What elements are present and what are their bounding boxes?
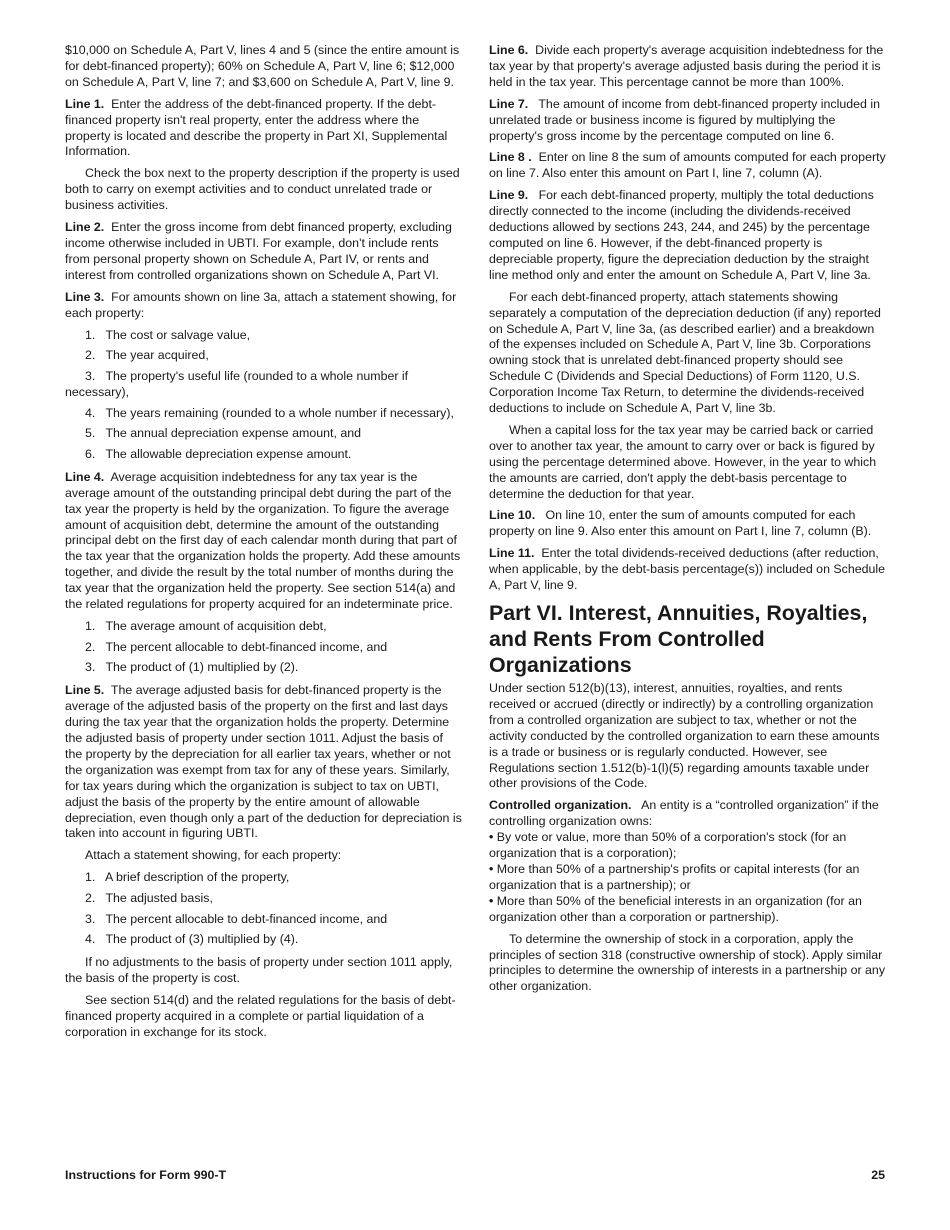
line10-label: Line 10. [489, 508, 536, 523]
list-item: 2. The year acquired, [85, 348, 209, 363]
line4-list [65, 619, 463, 676]
list-item: 3. The percent allocable to debt-financed income, and [85, 911, 388, 926]
line4-label: Line 4. [65, 469, 105, 484]
line9-paragraph [489, 188, 887, 283]
line7-paragraph [489, 97, 887, 145]
line9-para2: For each debt-financed property, attach statements showing separately a computation of the depreciation deduction (if any) reported on Schedule A, Part V, line 3a, (as described earlier) and a breakdown of the expenses included on Schedule A, Part V, line 3b. Corporations owning stock that is unrelated debt-financed property should see Schedule C (Dividends and Special Deductions) of Form 1120, U.S. Corporation Income Tax Return, to determine the dividends-received deductions to include on Schedule A, Part V, line 3b. [489, 289, 881, 416]
controlled-org-text: An entity is a “controlled organization” if the controlling organization owns: [489, 798, 879, 829]
line2-text: Enter the gross income from debt financed property, excluding income otherwise included in UBTI. For example, don't include rents from personal property shown on Schedule A, Part IV, or rents and interest from controlled organizations shown on Schedule A, Part VI. [65, 220, 452, 282]
list-item: 2. The adjusted basis, [85, 890, 213, 905]
line10-paragraph [489, 508, 887, 540]
list-item: 1. The average amount of acquisition debt, [85, 618, 327, 633]
line6-text: Divide each property's average acquisition indebtedness for the tax year by that property's average adjusted basis during the period it is held in the tax year. This percentage cannot be more than 100%. [489, 43, 884, 89]
line3-list [65, 328, 463, 463]
list-item: • More than 50% of the beneficial interests in an organization (for an organization other than a corporation or partnership). [489, 893, 862, 924]
left-column [65, 43, 463, 1047]
line5-list [65, 870, 463, 948]
line5-label: Line 5. [65, 683, 105, 698]
line11-label: Line 11. [489, 546, 535, 561]
line4-paragraph [65, 470, 463, 613]
intro-paragraph: $10,000 on Schedule A, Part V, lines 4 and 5 (since the entire amount is for debt-financed property); 60% on Schedule A, Part V, line 6; $12,000 on Schedule A, Part V, line 7; and $3,600 on Schedule A, Part V, line 9. [65, 43, 460, 89]
controlled-org-label: Controlled organization. [489, 798, 632, 813]
bullet-icon: • [489, 893, 494, 908]
controlled-org-paragraph [489, 798, 887, 830]
list-item: • By vote or value, more than 50% of a corporation's stock (for an organization that is a corporation); [489, 830, 847, 861]
list-item: 3. The property's useful life (rounded to a whole number if necessary), [65, 368, 409, 399]
line7-label: Line 7. [489, 96, 529, 111]
bullet-icon: • [489, 861, 494, 876]
part6-closing: To determine the ownership of stock in a corporation, apply the principles of section 318 (constructive ownership of stock). Apply similar principles to determine the ownership of interests in a partnership or any other organization. [489, 931, 886, 994]
line6-label: Line 6. [489, 43, 529, 57]
line5-para3: If no adjustments to the basis of property under section 1011 apply, the basis of the property is cost. [65, 955, 453, 986]
line11-text: Enter the total dividends-received deductions (after reduction, when applicable, by the debt-basis percentage(s)) included on Schedule A, Part V, line 9. [489, 546, 886, 593]
line5-paragraph [65, 683, 463, 842]
line3-paragraph [65, 290, 463, 322]
list-item: 3. The product of (1) multiplied by (2). [85, 660, 299, 675]
line8-text: Enter on line 8 the sum of amounts computed for each property on line 7. Also enter this amount on Part I, line 7, column (A). [489, 150, 886, 181]
line3-label: Line 3. [65, 289, 105, 304]
right-column [489, 43, 887, 1001]
line9-para3: When a capital loss for the tax year may be carried back or carried over to another tax year, the amount to carry over or back is figured by using the percentage determined above. However, in the year to which the amounts are carried, don't apply the debt-basis percentage to determine the deduction for that year. [489, 422, 877, 501]
line3-text: For amounts shown on line 3a, attach a statement showing, for each property: [65, 289, 457, 320]
list-item: 4. The years remaining (rounded to a whole number if necessary), [85, 405, 454, 420]
bullet-icon: • [489, 830, 494, 845]
list-item: 1. A brief description of the property, [85, 870, 290, 885]
line1-label: Line 1. [65, 96, 105, 111]
list-item: • More than 50% of a partnership's profits or capital interests (for an organization that is a partnership); or [489, 861, 860, 892]
part6-heading: Part VI. Interest, Annuities, Royalties, and Rents From Controlled Organizations [489, 601, 868, 677]
line11-paragraph [489, 546, 887, 594]
part6-intro: Under section 512(b)(13), interest, annuities, royalties, and rents received or accrued (directly or indirectly) by a controlling organization from a controlled organization are subject to tax, whether or not the activity conducted by the controlled organization to earn these amounts is a trade or business or is regularly conducted. However, see Regulations section 1.512(b)-1(l)(5) regarding amounts taxable under other provisions of the Code. [489, 681, 880, 791]
line1-text: Enter the address of the debt-financed property. If the debt-financed property isn't real property, enter the address where the property is located and describe the property in Part XI, Supplemental Information. [65, 96, 448, 159]
line10-text: On line 10, enter the sum of amounts computed for each property on line 9. Also enter this amount on Part I, line 7, column (B). [489, 508, 872, 539]
line1-paragraph [65, 97, 463, 161]
line2-label: Line 2. [65, 220, 105, 235]
line4-text: Average acquisition indebtedness for any tax year is the average amount of the outstanding principal debt during the part of the tax year the property is held by the organization. To figure the average amount of acquisition debt, determine the amount of the outstanding principal debt on the first day of each calendar month during that part of the tax year that the organization holds the property. Add these amounts together, and divide the result by the total number of months during the tax year that the organization held the property. See section 514(a) and the related regulations for property acquired for an indeterminate price. [65, 469, 461, 612]
line6-paragraph [489, 43, 887, 91]
list-item: 2. The percent allocable to debt-financed income, and [85, 639, 388, 654]
list-item: 1. The cost or salvage value, [85, 327, 251, 342]
line5-para2: Attach a statement showing, for each property: [85, 848, 342, 863]
line5-text: The average adjusted basis for debt-financed property is the average of the adjusted basis of the property on the first and last days during the tax year that the organization holds the property. Determine the adjusted basis of property under section 1011. Adjust the basis of the property by the depreciation for all earlier tax years, whether or not the organization was exempt from tax for any of these years. Similarly, for tax years during which the organization is subject to tax on UBTI, adjust the basis of the property by the entire amount of allowable depreciation, even though only a part of the deduction for depreciation is taken into account in figuring UBTI. [65, 683, 462, 841]
list-item: 5. The annual depreciation expense amount, and [85, 426, 362, 441]
line8-paragraph [489, 150, 887, 182]
list-item: 4. The product of (3) multiplied by (4). [85, 932, 299, 947]
line9-text: For each debt-financed property, multiply the total deductions directly connected to the income (including the dividends-received deductions allowed by sections 243, 244, and 245) by the percentage computed on line 6. However, if the debt-financed property is depreciable property, figure the depreciation deduction by the straight line method only and enter the amount on Schedule A, Part V, line 3a. [489, 188, 874, 282]
line8-label: Line 8 . [489, 150, 532, 165]
line2-paragraph [65, 220, 463, 284]
line7-text: The amount of income from debt-financed property included in unrelated trade or business income is figured by multiplying the property's gross income by the percentage computed on line 6. [489, 96, 880, 143]
page-number: 25 [871, 1168, 885, 1182]
line9-label: Line 9. [489, 188, 529, 203]
controlled-org-bullets [489, 830, 887, 925]
list-item: 6. The allowable depreciation expense amount. [85, 446, 352, 461]
line1-para2: Check the box next to the property description if the property is used both to carry on exempt activities and to conduct unrelated trade or business activities. [65, 166, 460, 213]
line5-para4: See section 514(d) and the related regulations for the basis of debt-financed property acquired in a complete or partial liquidation of a corporation in exchange for its stock. [65, 993, 456, 1039]
footer-title: Instructions for Form 990-T [65, 1168, 227, 1182]
